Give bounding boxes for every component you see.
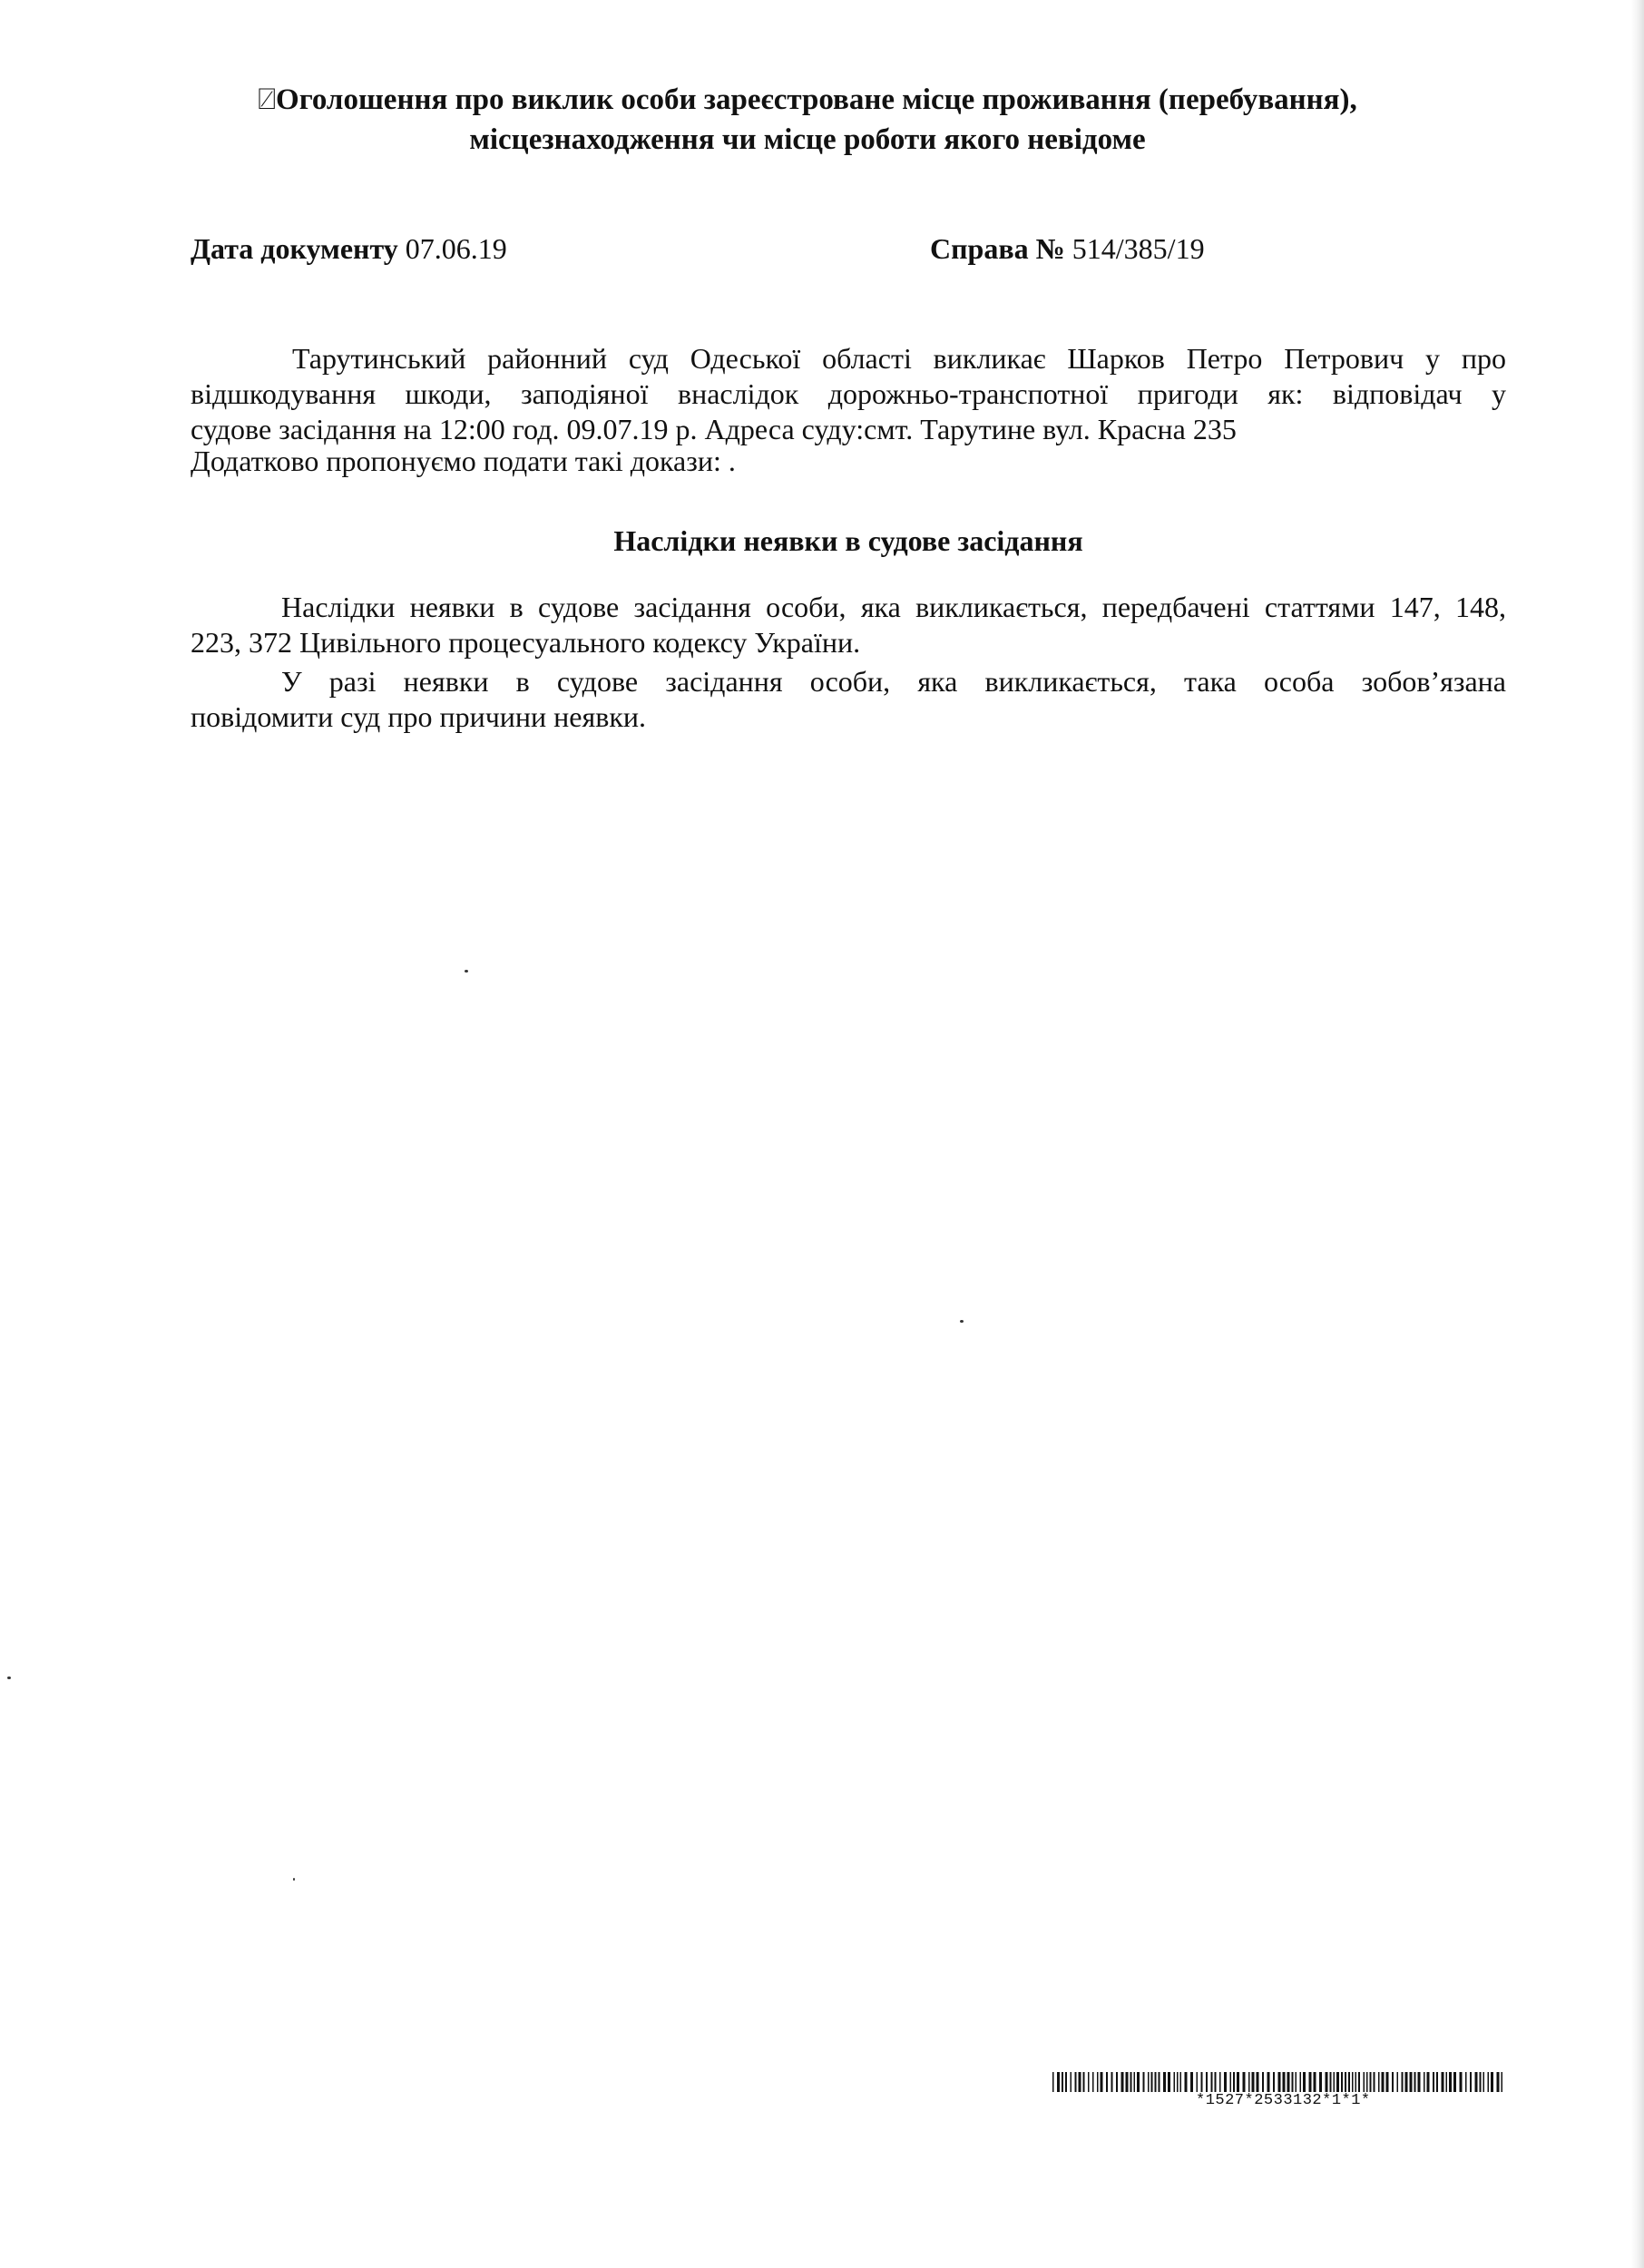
- barcode-bar: [1155, 2072, 1157, 2092]
- document-title: [181, 80, 1434, 160]
- barcode-bar: [1392, 2072, 1394, 2092]
- barcode-bar: [1206, 2072, 1208, 2092]
- barcode-bar: [1237, 2072, 1239, 2092]
- title-mark: ⍁: [258, 83, 277, 116]
- barcode-bar: [1159, 2072, 1160, 2092]
- barcode-bar: [1386, 2072, 1389, 2092]
- barcode-bar: [1257, 2072, 1259, 2092]
- barcode-bar: [1062, 2072, 1063, 2092]
- case-number-value: 514/385/19: [1064, 232, 1205, 265]
- barcode-bar: [1083, 2072, 1085, 2092]
- barcode-bar: [1303, 2072, 1306, 2092]
- barcode-bar: [1319, 2072, 1322, 2092]
- scan-speck: [293, 1878, 295, 1881]
- case-number: [930, 230, 1205, 267]
- barcode-bar: [1355, 2072, 1357, 2092]
- scan-speck: [960, 1320, 964, 1323]
- consequences-paragraph-1: [191, 590, 1506, 660]
- barcode-bar: [1348, 2072, 1350, 2092]
- barcode-bar: [1134, 2072, 1136, 2092]
- barcode-bar: [1336, 2072, 1339, 2092]
- consequences-p2-line-2: повідомити суд про причини неявки.: [191, 700, 646, 733]
- barcode-bar: [1219, 2072, 1221, 2092]
- title-line-1: [181, 80, 1434, 120]
- barcode-number: *1527*2533132*1*1*: [1196, 2092, 1371, 2109]
- barcode-bar: [1185, 2072, 1188, 2092]
- barcode-image: [1052, 2072, 1506, 2092]
- barcode-bar: [1427, 2072, 1430, 2092]
- title-line-2: місцезнаходження чи місце роботи якого невідоме: [469, 123, 1146, 156]
- barcode-bar: [1267, 2072, 1270, 2092]
- barcode-bar: [1410, 2072, 1413, 2092]
- barcode-bar: [1163, 2072, 1166, 2092]
- evidence-line: Додатково пропонуємо подати такі докази: .: [191, 445, 736, 477]
- barcode-bar: [1460, 2072, 1463, 2092]
- barcode-bar: [1326, 2072, 1328, 2092]
- summons-line-3: судове засідання на 12:00 год. 09.07.19 р. Адреса суду:смт. Тарутине вул. Красна 235: [191, 413, 1237, 445]
- barcode-bar: [1364, 2072, 1365, 2092]
- barcode-bar: [1177, 2072, 1179, 2092]
- barcode-bar: [1483, 2072, 1485, 2092]
- barcode-bar: [1126, 2072, 1129, 2092]
- barcode-bar: [1075, 2072, 1077, 2092]
- document-date-label: Дата документу: [191, 232, 398, 265]
- barcode-bar: [1330, 2072, 1332, 2092]
- barcode-bar: [1278, 2072, 1281, 2092]
- barcode-bar: [1230, 2072, 1232, 2092]
- barcode-bar: [1402, 2072, 1404, 2092]
- barcode-bar: [1488, 2072, 1490, 2092]
- barcode-bar: [1143, 2072, 1145, 2092]
- barcode-bar: [1341, 2072, 1343, 2092]
- barcode-bar: [1470, 2072, 1472, 2092]
- barcode-bar: [1071, 2072, 1072, 2092]
- barcode-bar: [1211, 2072, 1213, 2092]
- scan-edge-shadow: [1631, 0, 1644, 2268]
- barcode-bar: [1121, 2072, 1124, 2092]
- barcode-bar: [1262, 2072, 1264, 2092]
- barcode-bar: [1174, 2072, 1176, 2092]
- barcode-bar: [1130, 2072, 1132, 2092]
- barcode-bar: [1475, 2072, 1478, 2092]
- barcode-bar: [1418, 2072, 1421, 2092]
- barcode-bar: [1433, 2072, 1434, 2092]
- consequences-p2-line-1: У разі неявки в судове засідання особи, яка викликається, така особа зобов’язана: [281, 665, 1506, 698]
- barcode-bar: [1374, 2072, 1375, 2092]
- barcode-bar: [1436, 2072, 1438, 2092]
- consequences-p1-line-1: Наслідки неявки в судове засідання особи, яка викликається, передбачені статтями 147, 148,: [281, 591, 1506, 623]
- barcode-bar: [1366, 2072, 1368, 2092]
- barcode-bar: [1465, 2072, 1467, 2092]
- barcode-bar: [1252, 2072, 1255, 2092]
- barcode-bar: [1442, 2072, 1444, 2092]
- barcode-bar: [1370, 2072, 1372, 2092]
- barcode-bar: [1224, 2072, 1227, 2092]
- barcode-bar: [1292, 2072, 1294, 2092]
- barcode-bar: [1052, 2072, 1054, 2092]
- scan-speck: [7, 1677, 11, 1679]
- barcode-bar: [1111, 2072, 1113, 2092]
- barcode-bar: [1334, 2072, 1336, 2092]
- barcode-bar: [1397, 2072, 1399, 2092]
- barcode-bar: [1097, 2072, 1099, 2092]
- barcode-bar: [1358, 2072, 1360, 2092]
- barcode-bar: [1180, 2072, 1182, 2092]
- barcode-bar: [1151, 2072, 1153, 2092]
- barcode-bar: [1480, 2072, 1482, 2092]
- barcode-bar: [1352, 2072, 1354, 2092]
- barcode-bar: [1414, 2072, 1416, 2092]
- barcode-bar: [1449, 2072, 1452, 2092]
- barcode-bar: [1168, 2072, 1170, 2092]
- scan-speck: [465, 970, 468, 973]
- barcode-bar: [1190, 2072, 1193, 2092]
- barcode-bar: [1101, 2072, 1103, 2092]
- summons-paragraph: [191, 341, 1506, 447]
- document-date: [191, 230, 507, 267]
- barcode-bar: [1197, 2072, 1199, 2092]
- title-line-1-text: Оголошення про виклик особи зареєстроване місце проживання (перебування),: [276, 83, 1357, 116]
- consequences-paragraph-2: [191, 664, 1506, 735]
- barcode-bar: [1233, 2072, 1235, 2092]
- barcode-bar: [1243, 2072, 1246, 2092]
- consequences-p1-line-2: 223, 372 Цивільного процесуального кодексу України.: [191, 626, 861, 659]
- barcode-bar: [1088, 2072, 1090, 2092]
- barcode-bar: [1382, 2072, 1385, 2092]
- barcode-bar: [1116, 2072, 1118, 2092]
- barcode-bar: [1201, 2072, 1203, 2092]
- barcode-bar: [1148, 2072, 1150, 2092]
- document-date-value: 07.06.19: [397, 232, 507, 265]
- barcode-bar: [1314, 2072, 1316, 2092]
- consequences-heading: Наслідки неявки в судове засідання: [613, 524, 1083, 557]
- barcode-bar: [1137, 2072, 1140, 2092]
- barcode-bar: [1057, 2072, 1060, 2092]
- barcode-bar: [1378, 2072, 1380, 2092]
- case-number-label: Справа №: [930, 232, 1065, 265]
- barcode-bar: [1424, 2072, 1425, 2092]
- summons-line-2: відшкодування шкоди, заподіяної внаслідок дорожньо-транспотної пригоди як: відповідач у: [191, 377, 1506, 410]
- barcode-bar: [1283, 2072, 1286, 2092]
- barcode-bar: [1287, 2072, 1290, 2092]
- barcode-bar: [1106, 2072, 1108, 2092]
- barcode-bar: [1446, 2072, 1448, 2092]
- barcode-bar: [1065, 2072, 1067, 2092]
- barcode-bar: [1497, 2072, 1500, 2092]
- barcode-bar: [1309, 2072, 1312, 2092]
- barcode-bar: [1079, 2072, 1081, 2092]
- barcode-bar: [1248, 2072, 1250, 2092]
- barcode-bar: [1491, 2072, 1493, 2092]
- summons-line-1: Тарутинський районний суд Одеської області викликає Шарков Петро Петрович у про: [292, 342, 1506, 375]
- barcode-bar: [1405, 2072, 1408, 2092]
- barcode-bar: [1345, 2072, 1346, 2092]
- barcode-bar: [1453, 2072, 1456, 2092]
- barcode-bar: [1215, 2072, 1217, 2092]
- barcode-bar: [1296, 2072, 1297, 2092]
- barcode-bar: [1502, 2072, 1503, 2092]
- barcode-bar: [1300, 2072, 1302, 2092]
- barcode-bar: [1092, 2072, 1094, 2092]
- barcode-bar: [1273, 2072, 1275, 2092]
